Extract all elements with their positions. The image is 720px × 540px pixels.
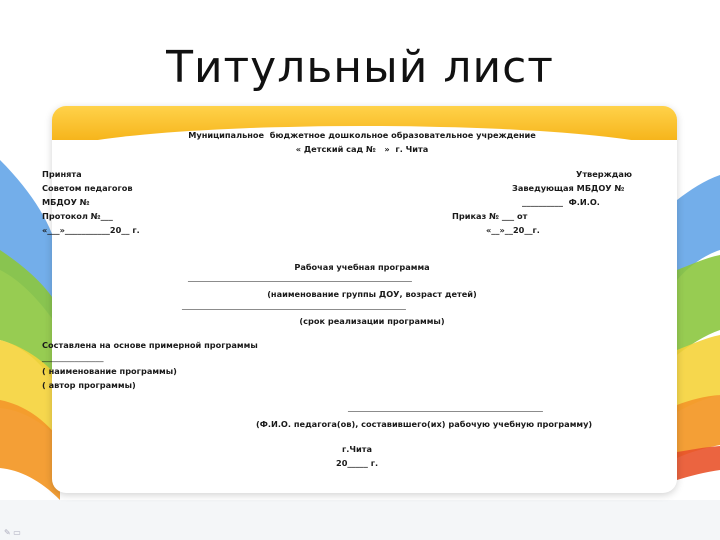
group-underline: _____________________________________________________________________________	[188, 274, 412, 282]
period-caption: (срок реализации программы)	[299, 316, 445, 326]
author-caption: ( автор программы)	[42, 380, 136, 390]
slideshow-controls[interactable]	[4, 528, 21, 537]
left-block-line: Принята	[42, 169, 82, 179]
teacher-caption: (Ф.И.О. педагога(ов), составившего(их) рабочую учебную программу)	[256, 419, 593, 429]
pen-icon[interactable]: ✎	[4, 528, 11, 537]
right-block-line: Утверждаю	[576, 169, 632, 179]
city: г.Чита	[342, 444, 373, 454]
program-title: Рабочая учебная программа	[294, 262, 430, 272]
group-caption: (наименование группы ДОУ, возраст детей)	[267, 289, 477, 299]
period-underline: _____________________________________________________________________________	[182, 302, 406, 310]
left-block-line: МБДОУ №	[42, 197, 90, 207]
kindergarten-name: « Детский сад № » г. Чита	[295, 144, 429, 154]
right-block-line: __________ Ф.И.О.	[522, 197, 600, 207]
year: 20_____ г.	[336, 458, 379, 468]
institution-name: Муниципальное бюджетное дошкольное образовательное учреждение	[188, 130, 536, 140]
left-block-line: Протокол №___	[42, 211, 113, 221]
menu-icon[interactable]: ▭	[13, 528, 21, 537]
title-page-card	[52, 106, 677, 493]
based-on-text: Составлена на основе примерной программы	[42, 340, 258, 350]
left-block-line: «___»___________20__ г.	[42, 225, 140, 235]
right-block-line: «__»__20__г.	[486, 225, 540, 235]
right-block-line: Приказ № ___ от	[452, 211, 528, 221]
signature-underline: ___________________________________________________________________	[348, 404, 543, 412]
program-name-caption: ( наименование программы)	[42, 366, 177, 376]
left-block-line: Советом педагогов	[42, 183, 133, 193]
slide-title: Титульный лист	[166, 42, 554, 93]
right-block-line: Заведующая МБДОУ №	[512, 183, 625, 193]
program-underline: _______________	[42, 352, 104, 362]
